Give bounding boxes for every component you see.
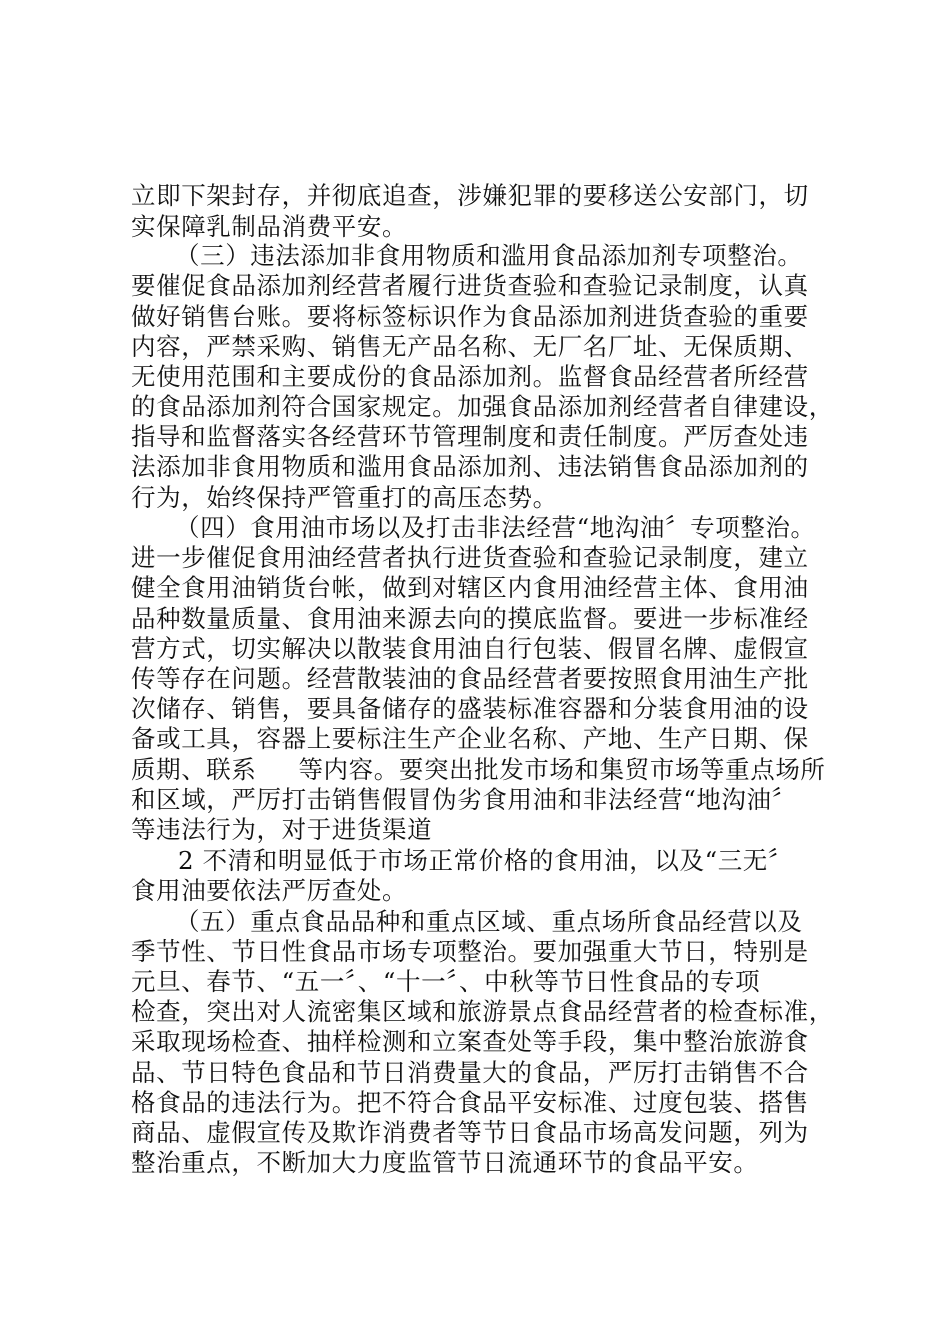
- text-line: 次储存、销售，要具备储存的盛装标准容器和分装食用油的设: [131, 694, 809, 723]
- section-heading-4: （四）食用油市场以及打击非法经营“地沟油〞专项整治。: [175, 513, 816, 542]
- text-line: 传等存在问题。经营散装油的食品经营者要按照食用油生产批: [131, 664, 809, 693]
- section-heading-3: （三）违法添加非食用物质和滥用食品添加剂专项整治。: [175, 241, 803, 270]
- text-line: 食用油要依法严厉查处。: [131, 876, 408, 905]
- text-line: 商品、虚假宣传及欺诈消费者等节日食品市场高发问题，列为: [131, 1118, 809, 1147]
- section-heading-5: （五）重点食品品种和重点区域、重点场所食品经营以及: [175, 907, 803, 936]
- text-line: 品种数量质量、食用油来源去向的摸底监督。要进一步标准经: [131, 604, 809, 633]
- text-line: 立即下架封存，并彻底追查，涉嫌犯罪的要移送公安部门，切: [131, 181, 809, 210]
- text-line: 品、节日特色食品和节日消费量大的食品，严厉打击销售不合: [131, 1058, 809, 1087]
- text-line: 法添加非食用物质和滥用食品添加剂、违法销售食品添加剂的: [131, 452, 809, 481]
- text-line: 无使用范围和主要成份的食品添加剂。监督食品经营者所经营: [131, 362, 809, 391]
- text-line: 2 不清和明显低于市场正常价格的食用油，以及“三无〞: [178, 846, 793, 875]
- text-line: 整治重点，不断加大力度监管节日流通环节的食品平安。: [131, 1148, 759, 1177]
- text-line: 质期、联系 等内容。要突出批发市场和集贸市场等重点场所: [131, 755, 826, 784]
- text-line: 检查，突出对人流密集区域和旅游景点食品经营者的检查标准，: [131, 997, 834, 1026]
- text-line: 进一步催促食用油经营者执行进货查验和查验记录制度，建立: [131, 543, 809, 572]
- text-line: 做好销售台账。要将标签标识作为食品添加剂进货查验的重要: [131, 302, 809, 331]
- text-line: 指导和监督落实各经营环节管理制度和责任制度。严厉查处违: [131, 422, 809, 451]
- text-line: 元旦、春节、“五一〞、“十一〞、中秋等节日性食品的专项: [131, 967, 761, 996]
- text-line: 要催促食品添加剂经营者履行进货查验和查验记录制度，认真: [131, 271, 809, 300]
- text-line: 内容，严禁采购、销售无产品名称、无厂名厂址、无保质期、: [131, 332, 809, 361]
- text-line: 营方式，切实解决以散装食用油自行包装、假冒名牌、虚假宣: [131, 634, 809, 663]
- text-line: 健全食用油销货台帐，做到对辖区内食用油经营主体、食用油: [131, 573, 809, 602]
- text-line: 等违法行为，对于进货渠道: [131, 815, 433, 844]
- text-line: 季节性、节日性食品市场专项整治。要加强重大节日，特别是: [131, 937, 809, 966]
- text-line: 和区域，严厉打击销售假冒伪劣食用油和非法经营“地沟油〞: [131, 785, 797, 814]
- text-line: 备或工具，容器上要标注生产企业名称、产地、生产日期、保: [131, 724, 809, 753]
- text-line: 格食品的违法行为。把不符合食品平安标准、过度包装、搭售: [131, 1088, 809, 1117]
- text-line: 实保障乳制品消费平安。: [131, 212, 408, 241]
- text-line: 行为，始终保持严管重打的高压态势。: [131, 483, 558, 512]
- text-line: 的食品添加剂符合国家规定。加强食品添加剂经营者自律建设，: [131, 392, 834, 421]
- text-line: 采取现场检查、抽样检测和立案查处等手段，集中整治旅游食: [131, 1027, 809, 1056]
